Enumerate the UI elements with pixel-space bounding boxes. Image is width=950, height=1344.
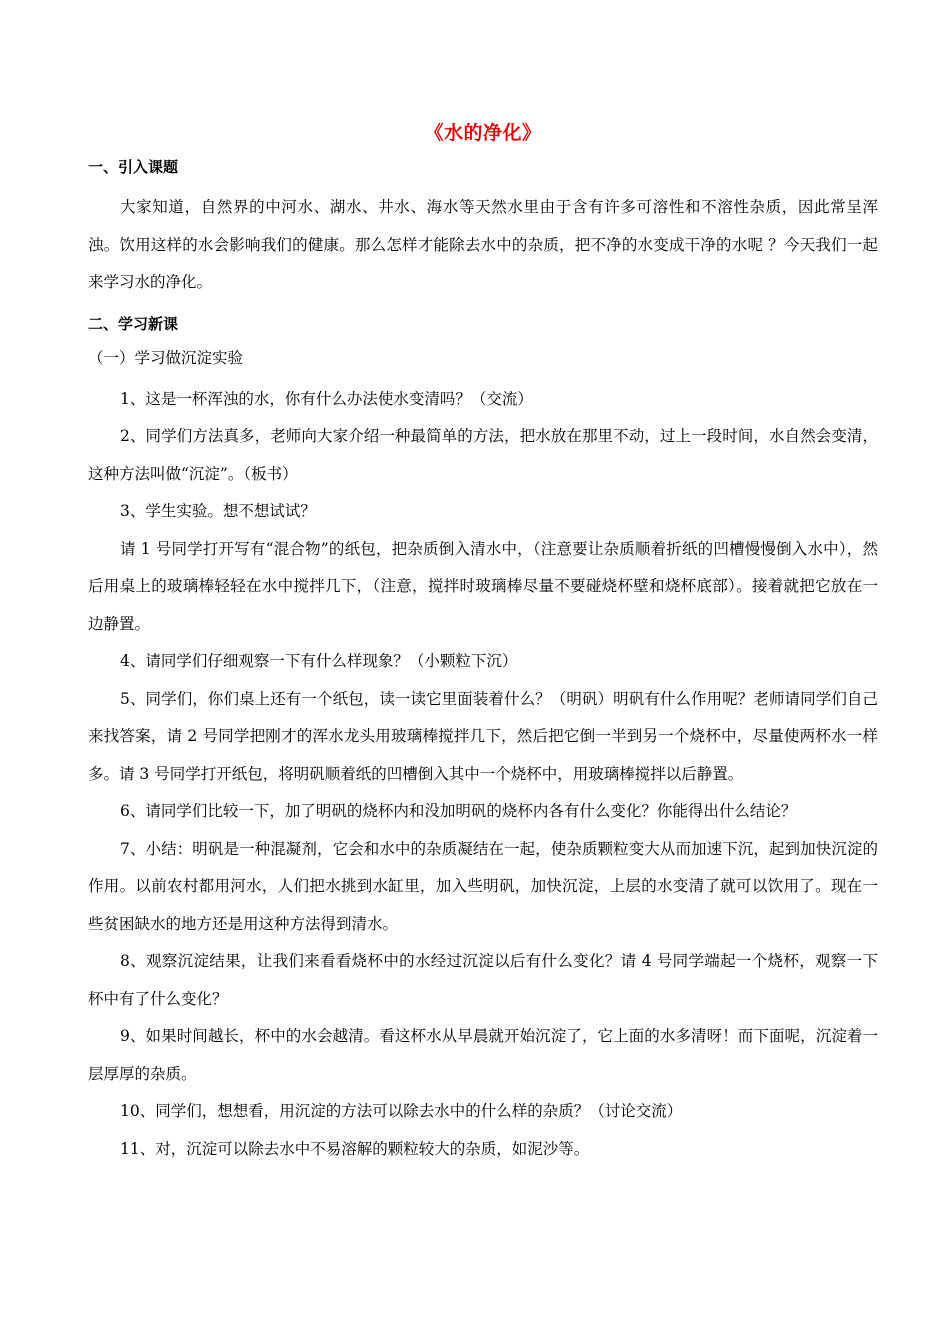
lesson-steps-list (88, 381, 878, 1169)
lesson-step: 4、请同学们仔细观察一下有什么样现象？（小颗粒下沉） (120, 652, 518, 670)
lesson-step: 2、同学们方法真多，老师向大家介绍一种最简单的方法，把水放在那里不动，过上一段时间，水自然会变清，这种方法叫做“沉淀”。（板书） (88, 427, 878, 483)
lesson-step: 10、同学们，想想看，用沉淀的方法可以除去水中的什么样的杂质？（讨论交流） (120, 1102, 683, 1120)
lesson-step: 9、如果时间越长，杯中的水会越清。看这杯水从早晨就开始沉淀了，它上面的水多清呀！而下面呢，沉淀着一层厚厚的杂质。 (88, 1027, 878, 1083)
intro-paragraph: 大家知道，自然界的中河水、湖水、井水、海水等天然水里由于含有许多可溶性和不溶性杂质，因此常呈浑浊。饮用这样的水会影响我们的健康。那么怎样才能除去水中的杂质，把不净的水变成干净的水呢 ？今天我们一起来学习水的净化。 (88, 198, 878, 291)
document-title: 《水的净化》 (424, 122, 542, 144)
lesson-step: 5、同学们，你们桌上还有一个纸包，读一读它里面装着什么？（明矾）明矾有什么作用呢？老师请同学们自己来找答案，请 2 号同学把刚才的浑水龙头用玻璃棒搅拌几下，然后把它倒一半到另一个烧杯中，尽量使两杯水一样多。请 3 号同学打开纸包，将明矾顺着纸的凹槽倒入其中一个烧杯中，用玻璃棒搅拌以后静置。 (88, 689, 878, 783)
lesson-step: 1、这是一杯浑浊的水，你有什么办法使水变清吗？（交流） (120, 389, 533, 408)
lesson-step: 7、小结：明矾是一种混凝剂，它会和水中的杂质凝结在一起，使杂质颗粒变大从而加速下沉，起到加快沉淀的作用。以前农村都用河水，人们把水挑到水缸里，加入些明矾，加快沉淀，上层的水变清了就可以饮用了。现在一些贫困缺水的地方还是用这种方法得到清水。 (88, 839, 878, 933)
lesson-step: 11、对，沉淀可以除去水中不易溶解的颗粒较大的杂质，如泥沙等。 (120, 1139, 590, 1158)
subsection-heading-sedimentation: （一）学习做沉淀实验 (88, 348, 244, 367)
lesson-step: 请 1 号同学打开写有“混合物”的纸包，把杂质倒入清水中，（注意要让杂质顺着折纸的凹槽慢慢倒入水中），然后用桌上的玻璃棒轻轻在水中搅拌几下，（注意，搅拌时玻璃棒尽量不要碰烧杯壁和烧杯底部）。接着就把它放在一边静置。 (88, 539, 878, 633)
document-page (88, 120, 878, 1168)
lesson-step: 6、请同学们比较一下，加了明矾的烧杯内和没加明矾的烧杯内各有什么变化？你能得出什么结论？ (120, 802, 797, 820)
section-heading-intro: 一、引入课题 (88, 158, 179, 176)
lesson-step: 8、观察沉淀结果，让我们来看看烧杯中的水经过沉淀以后有什么变化？请 4 号同学端起一个烧杯，观察一下杯中有了什么变化？ (88, 952, 878, 1008)
lesson-step: 3、学生实验。想不想试试？ (120, 502, 316, 520)
section-heading-new-lesson: 二、学习新课 (88, 314, 179, 333)
